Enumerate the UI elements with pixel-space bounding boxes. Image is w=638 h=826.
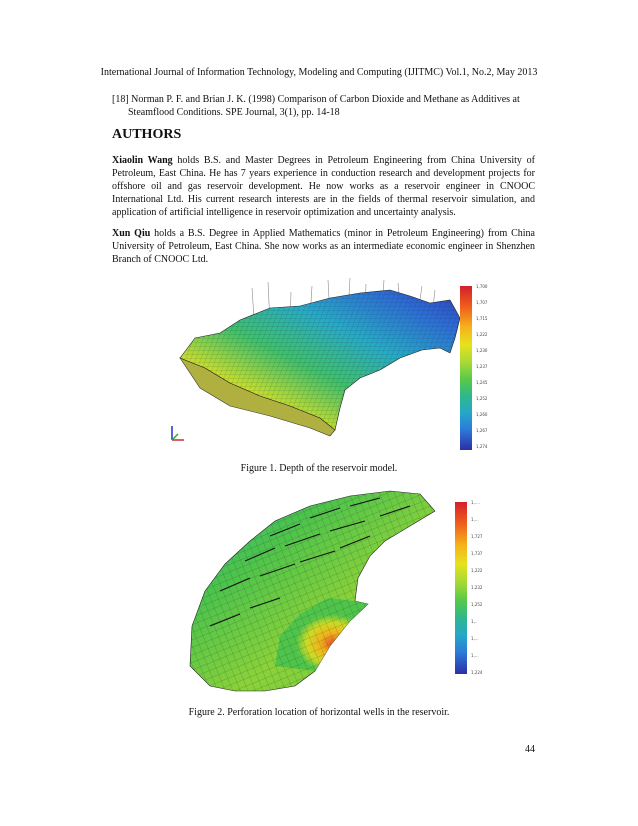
axis-triad-icon: [172, 426, 184, 440]
author-bio-text: holds a B.S. Degree in Applied Mathematics (minor in Petroleum Engineering) from China University of Petroleum, East China. She now works as an intermediate economic engineer in Shenzhen Branch of CNOOC Ltd.: [112, 228, 535, 265]
journal-header: International Journal of Information Technology, Modeling and Computing (IJITMC) Vol.1, No.2, May 2013: [100, 67, 538, 78]
figure1-reservoir-depth-image: [160, 278, 500, 456]
legend-tick: 1,222: [476, 332, 488, 337]
section-title-authors: AUTHORS: [112, 127, 182, 142]
legend-tick: 1,267: [476, 428, 488, 433]
author-name: Xiaolin Wang: [112, 155, 173, 166]
legend-tick: 1,...: [471, 653, 479, 658]
legend-tick: 1,224: [471, 670, 483, 675]
legend-tick: 1,715: [476, 316, 488, 321]
legend-tick: 1,222: [471, 568, 483, 573]
reference-line-2: Steamflood Conditions. SPE Journal, 3(1), pp. 14-18: [128, 107, 340, 118]
reference-18: [112, 93, 535, 119]
legend-tick: 1,252: [471, 602, 483, 607]
author-bio-qiu: [112, 227, 535, 266]
legend-tick: 1,..: [471, 619, 478, 624]
legend-tick: 1,252: [476, 396, 488, 401]
legend-tick: 1,274: [476, 444, 488, 449]
legend-tick: 1,230: [476, 348, 488, 353]
legend-tick: 1,...: [471, 636, 479, 641]
legend-tick: 1,260: [476, 412, 488, 417]
figure2-colorbar-gradient: [455, 502, 467, 674]
legend-tick: 1,237: [476, 364, 488, 369]
legend-tick: 1,727: [471, 534, 483, 539]
figure1-caption: Figure 1. Depth of the reservoir model.: [240, 463, 398, 474]
author-name: Xun Qiu: [112, 228, 151, 239]
author-bio-wang: [112, 154, 535, 219]
legend-tick: 1,707: [476, 300, 488, 305]
figure1-colorbar-gradient: [460, 286, 472, 450]
legend-tick: 1,....: [471, 500, 480, 505]
reservoir-map-mesh: [190, 491, 435, 691]
legend-tick: 1,...: [471, 517, 479, 522]
page-number: 44: [525, 744, 535, 755]
legend-tick: 1,245: [476, 380, 488, 385]
figure2-caption: Figure 2. Perforation location of horizontal wells in the reservoir.: [188, 707, 450, 718]
figure2-reservoir-map-image: [180, 486, 450, 696]
legend-tick: 1,700: [476, 284, 488, 289]
author-bio-text: holds B.S. and Master Degrees in Petroleum Engineering from China University of Petroleum, East China. He has 7 years experience in conduction research and development projects for offshore oil and gas reservoir development. He now works as a reservoir engineer in CNOOC International Ltd. His current research interests are in the fields of thermal reservoir simulation, and application of artificial intelligence in reservoir optimization and uncertainty analysis.: [112, 155, 535, 218]
reference-line-1: [18] Norman P. F. and Brian J. K. (1998) Comparison of Carbon Dioxide and Methane as Additives at: [112, 94, 520, 105]
legend-tick: 1,737: [471, 551, 483, 556]
legend-tick: 1,232: [471, 585, 483, 590]
